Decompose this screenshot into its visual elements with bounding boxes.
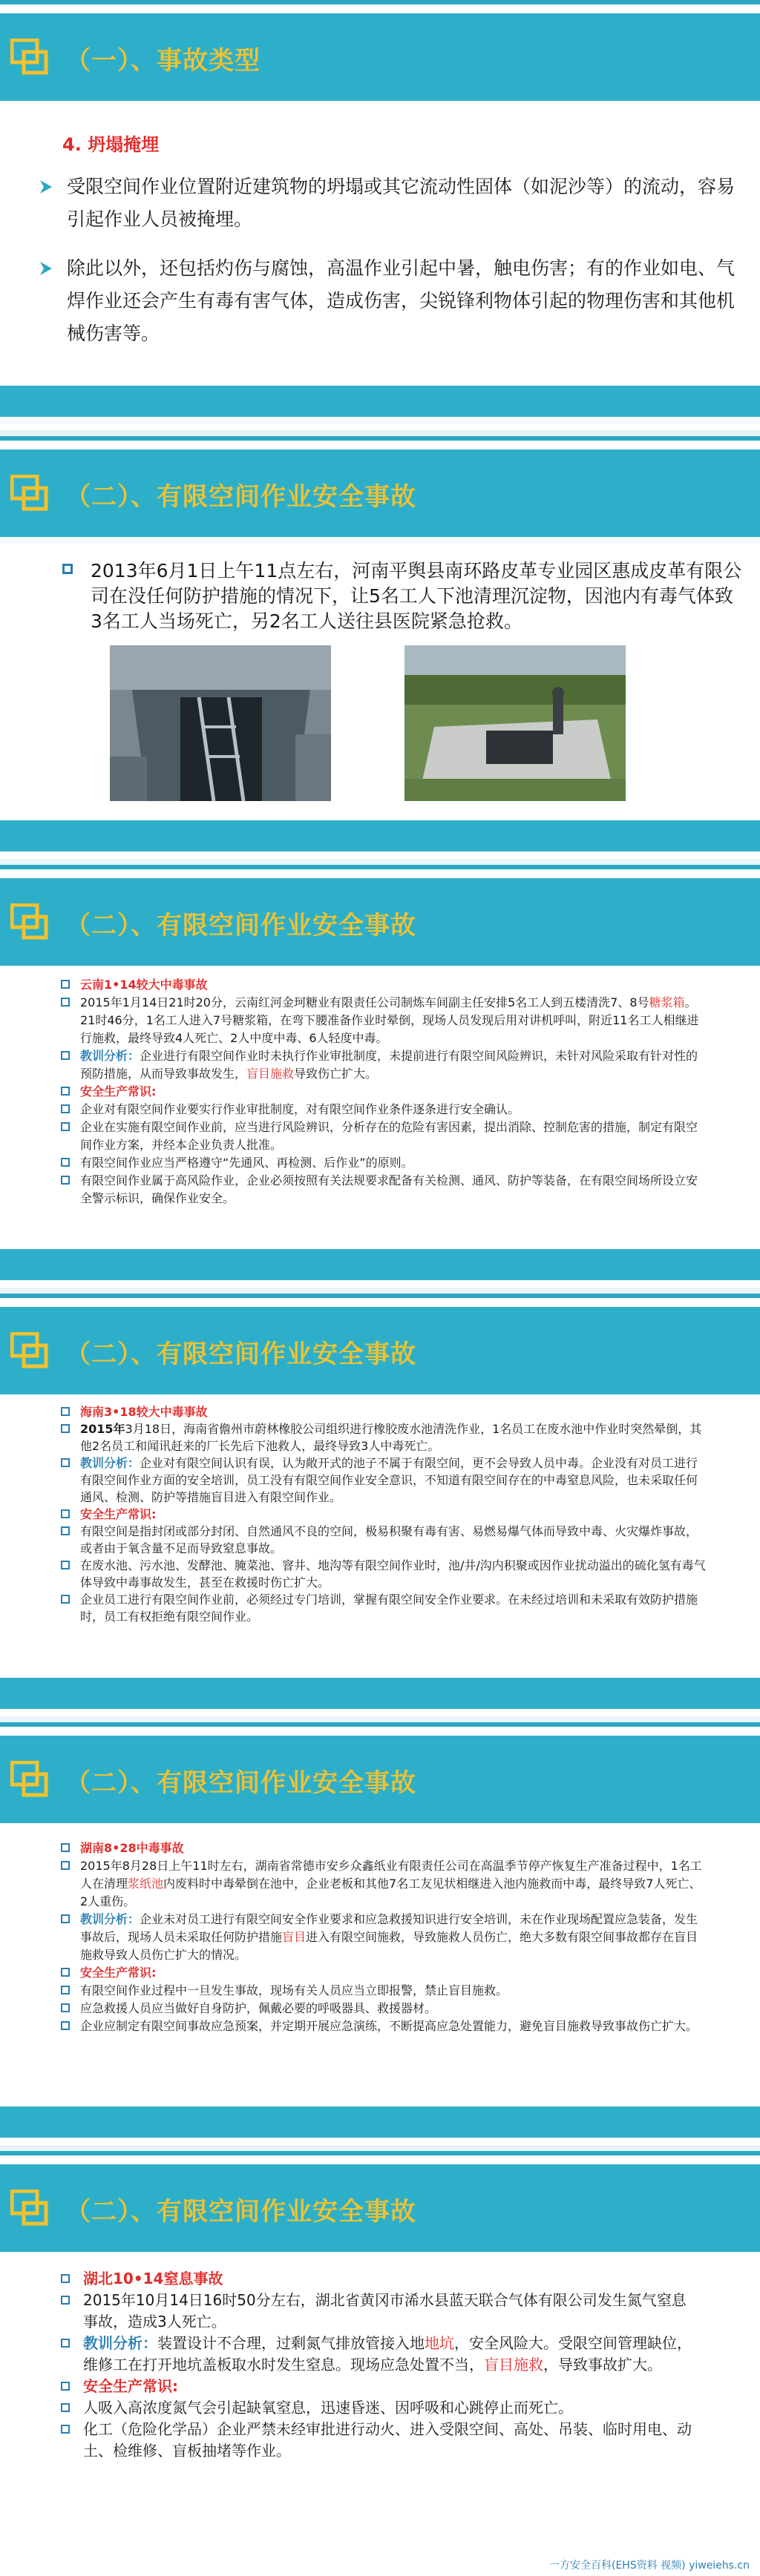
tip-item: 企业对有限空间作业要实行作业审批制度，对有限空间作业条件逐条进行安全确认。 <box>61 1101 707 1119</box>
lesson-label: 教训分析： <box>80 1456 140 1470</box>
square-bullet-icon <box>61 1122 70 1131</box>
case-title-row <box>61 976 707 994</box>
lesson-text: ，导致事故扩大。 <box>543 2356 662 2374</box>
lesson-analysis <box>61 1911 707 1964</box>
case-title: 云南1•14较大中毒事故 <box>80 978 208 992</box>
square-bullet-icon <box>61 1176 70 1185</box>
square-bullet-icon <box>61 1526 70 1535</box>
lesson-label: 教训分析： <box>80 1912 140 1926</box>
square-bullet-icon <box>61 1561 70 1569</box>
square-bullet-icon <box>61 1843 70 1852</box>
slide-header <box>0 1736 760 1823</box>
logo-icon <box>10 475 49 513</box>
footer-band <box>0 820 760 851</box>
case-title: 海南3•18较大中毒事故 <box>80 1405 208 1419</box>
slide-case-hunan <box>0 1722 760 2145</box>
case-title: 湖南8•28中毒事故 <box>80 1841 184 1855</box>
case-title: 湖北10•14窒息事故 <box>83 2270 223 2287</box>
slide-title: （二）、有限空间作业安全事故 <box>65 911 416 941</box>
top-accent-bar <box>0 1294 760 1298</box>
case-description <box>61 1420 707 1455</box>
tip-item: 企业应制定有限空间事故应急预案，并定期开展应急演练，不断提高应急处置能力，避免盲目施救导致事故伤亡扩大。 <box>61 2017 707 2035</box>
square-bullet-icon <box>61 1104 70 1113</box>
square-bullet-icon <box>61 2425 70 2434</box>
case-text: 2015年10月14日16时50分左右，湖北省黄冈市浠水县蓝天联合气体有限公司发生氮气窒息事故，造成3人死亡。 <box>83 2291 687 2330</box>
bullet-text: 2013年6月1日上午11点左右，河南平舆县南环路皮革专业园区惠成皮革有限公司在没任何防护措施的情况下，让5名工人下池清理沉淀物，因池内有毒气体致3名工人当场死亡，另2名工人送往县医院紧急抢救。 <box>91 560 742 632</box>
top-accent-bar <box>0 1722 760 1727</box>
footer-band <box>0 1678 760 1709</box>
logo-icon <box>10 39 49 77</box>
case-body <box>61 1403 707 1625</box>
tip-item: 企业员工进行有限空间作业前，必须经过专门培训，掌握有限空间安全作业要求。在未经过培训和未采取有效防护措施时，员工有权拒绝有限空间作业。 <box>61 1591 707 1625</box>
slide-divider <box>0 859 760 865</box>
top-accent-bar <box>0 0 760 4</box>
logo-icon <box>10 1761 49 1799</box>
common-label: 安全生产常识: <box>80 1084 157 1098</box>
top-accent-bar <box>0 436 760 441</box>
tip-item: 有限空间是指封闭或部分封闭、自然通风不良的空间，极易积聚有毒有害、易燃易爆气体而导致中毒、火灾爆炸事故，或者由于氧含量不足而导致窒息事故。 <box>61 1523 707 1557</box>
slide-accident-types <box>0 0 760 430</box>
bullet-item <box>37 252 750 350</box>
square-bullet-icon <box>61 2296 70 2305</box>
tip-item: 化工（危险化学品）企业严禁未经审批进行动火、进入受限空间、高处、吊装、临时用电、动土、检维修、盲板抽堵等作业。 <box>61 2419 699 2462</box>
footer-watermark: 一方安全百科(EHS资料 视频) yiweiehs.cn <box>548 2560 750 2572</box>
case-body <box>61 2268 699 2462</box>
footer-band <box>0 2106 760 2138</box>
common-knowledge-heading <box>61 2376 699 2397</box>
common-knowledge-heading <box>61 1506 707 1523</box>
arrow-bullet-icon <box>37 260 55 277</box>
case-text: 2015年8月28日上午11时左右，湖南省常德市安乡众鑫纸业有限责任公司在高温季节停产恢复生产准备过程中，1名工人在清理 <box>80 1859 702 1891</box>
case-body <box>61 976 707 1208</box>
case-date: 2015年 <box>80 1422 125 1436</box>
square-bullet-icon <box>61 1087 70 1096</box>
footer-band <box>0 1249 760 1280</box>
square-bullet-icon <box>61 1914 70 1923</box>
common-label: 安全生产常识: <box>80 1507 157 1521</box>
lesson-text: 进入有限空间施救，导致施救人员伤亡，绝大多数有限空间事故都存在盲目施救导致人员伤亡扩大的情况。 <box>80 1930 698 1962</box>
case-description <box>61 2290 699 2333</box>
tip-item: 有限空间作业属于高风险作业，企业必须按照有关法规要求配备有关检测、通风、防护等装备，在有限空间场所设立安全警示标识，确保作业安全。 <box>61 1172 707 1208</box>
slide-title: （一）、事故类型 <box>65 46 261 76</box>
accident-photo-pit <box>110 645 331 801</box>
square-bullet-icon <box>62 564 73 574</box>
slide-case-henan <box>0 436 760 859</box>
common-label: 安全生产常识: <box>83 2377 178 2395</box>
square-bullet-icon <box>61 1968 70 1977</box>
case-title-row <box>61 2268 699 2290</box>
case-text-highlight: 浆纸池 <box>128 1877 164 1891</box>
lesson-text: 企业进行有限空间作业时未执行作业审批制度，未提前进行有限空间风险辨识，未针对风险采取有针对性的预防措施，从而导致事故发生， <box>80 1049 698 1081</box>
top-accent-bar <box>0 865 760 869</box>
square-bullet-icon <box>61 2382 70 2391</box>
lesson-text: 企业未对员工进行有限空间安全作业要求和应急救援知识进行安全培训，未在作业现场配置应急装备，发生事故后，现场人员未采取任何防护措施 <box>80 1912 698 1944</box>
lesson-label: 教训分析： <box>80 1049 140 1063</box>
square-bullet-icon <box>61 998 70 1007</box>
square-bullet-icon <box>61 1986 70 1994</box>
common-knowledge-heading <box>61 1964 707 1982</box>
square-bullet-icon <box>61 2403 70 2412</box>
slide-divider <box>0 430 760 436</box>
slide-header <box>0 878 760 966</box>
tip-item: 有限空间作业应当严格遵守“先通风、再检测、后作业”的原则。 <box>61 1154 707 1172</box>
bullet-item <box>37 171 750 236</box>
square-bullet-icon <box>61 1424 70 1433</box>
logo-icon <box>10 2190 49 2228</box>
lesson-text: 装置设计不合理，过剩氮气排放管接入地 <box>157 2334 425 2352</box>
case-title-row <box>61 1839 707 1857</box>
lesson-text: ，安全风险大。受限空间管理缺位，维修工在打开地坑盖板取水时发生窒息。现场应急处置不当， <box>83 2334 692 2374</box>
square-bullet-icon <box>61 2021 70 2030</box>
bullet-text: 受限空间作业位置附近建筑物的坍塌或其它流动性固体（如泥沙等）的流动，容易引起作业人员被掩埋。 <box>67 176 736 230</box>
square-bullet-icon <box>61 1051 70 1060</box>
square-bullet-icon <box>61 1861 70 1870</box>
square-bullet-icon <box>61 2339 70 2348</box>
case-description <box>61 994 707 1047</box>
slide-case-hubei <box>0 2151 760 2576</box>
slide-divider <box>0 2145 760 2151</box>
slide-case-yunnan <box>0 865 760 1288</box>
case-text: 。21时46分，1名工人进入7号糖浆箱，在弯下腰准备作业时晕倒，现场人员发现后用对讲机呼叫，附近11名工人相继进行施救，最终导致4人死亡、2人中度中毒、6人轻度中毒。 <box>80 995 699 1045</box>
slide-header <box>0 2164 760 2252</box>
arrow-bullet-icon <box>37 178 55 196</box>
lesson-analysis <box>61 1047 707 1083</box>
lesson-text-highlight: 盲目施救 <box>246 1067 295 1081</box>
slide-title: （二）、有限空间作业安全事故 <box>65 1340 416 1369</box>
square-bullet-icon <box>61 980 70 989</box>
case-title-row <box>61 1403 707 1420</box>
case-body <box>61 1839 707 2035</box>
slide-case-hainan <box>0 1294 760 1716</box>
common-knowledge-heading <box>61 1083 707 1101</box>
lesson-text-highlight: 盲目施救 <box>484 2356 543 2374</box>
tip-item: 人吸入高浓度氮气会引起缺氧窒息，迅速昏迷、因呼吸和心跳停止而死亡。 <box>61 2397 699 2419</box>
tip-item: 应急救援人员应当做好自身防护，佩戴必要的呼吸器具、救援器材。 <box>61 2000 707 2017</box>
case-text: 2015年1月14日21时20分，云南红河金珂糖业有限责任公司制炼车间副主任安排5名工人到五楼清洗7、8号 <box>80 995 649 1009</box>
bullet-text: 除此以外，还包括灼伤与腐蚀，高温作业引起中暑，触电伤害；有的作业如电、气焊作业还会产生有毒有害气体，造成伤害，尖锐锋利物体引起的物理伤害和其他机械伤害等。 <box>67 257 736 344</box>
case-text: 3月18日，海南省儋州市蔚林橡胶公司组织进行橡胶废水池清洗作业，1名员工在废水池中作业时突然晕倒，其他2名员工和闻讯赶来的厂长先后下池救人，最终导致3人中毒死亡。 <box>80 1422 702 1453</box>
slide-header <box>0 13 760 101</box>
logo-icon <box>10 1332 49 1371</box>
lesson-text-highlight: 盲目 <box>282 1930 307 1944</box>
lesson-text: 导致伤亡扩大。 <box>294 1067 378 1081</box>
case-text: 内废料时中毒晕倒在池中，企业老板和其他7名工友见状相继进入池内施救而中毒，最终导致7人死亡、2人重伤。 <box>80 1877 701 1908</box>
square-bullet-icon <box>61 2274 70 2283</box>
lesson-text: 企业对有限空间认识有误，认为敞开式的池子不属于有限空间，更不会导致人员中毒。企业没有对员工进行有限空间作业方面的安全培训，员工没有有限空间作业安全意识，不知道有限空间存在的中毒窒息风险，也未采取任何通风、检测、防护等措施盲目进入有限空间作业。 <box>80 1456 698 1504</box>
lesson-label: 教训分析： <box>83 2334 157 2352</box>
square-bullet-icon <box>61 1509 70 1518</box>
bullet-item <box>61 559 744 634</box>
lesson-analysis <box>61 1455 707 1506</box>
accident-photo-site <box>404 645 626 801</box>
top-accent-bar <box>0 2151 760 2155</box>
tip-item: 在废水池、污水池、发酵池、腌菜池、窨井、地沟等有限空间作业时，池/井/沟内积聚或因作业扰动溢出的硫化氢有毒气体导致中毒事故发生，甚至在救援时伤亡扩大。 <box>61 1557 707 1591</box>
tip-item: 有限空间作业过程中一旦发生事故，现场有关人员应当立即报警，禁止盲目施救。 <box>61 1982 707 2000</box>
slide-title: （二）、有限空间作业安全事故 <box>65 482 416 512</box>
case-description <box>61 1857 707 1911</box>
slide-divider <box>0 1288 760 1294</box>
logo-icon <box>10 903 49 942</box>
lesson-analysis <box>61 2333 699 2376</box>
lesson-text-highlight: 地坑 <box>425 2334 454 2352</box>
slide-header <box>0 1307 760 1394</box>
square-bullet-icon <box>61 2003 70 2012</box>
common-label: 安全生产常识: <box>80 1966 157 1980</box>
slide-header <box>0 449 760 537</box>
slide-divider <box>0 1716 760 1722</box>
slide-title: （二）、有限空间作业安全事故 <box>65 1768 416 1798</box>
section-subtitle: 4. 坍塌掩埋 <box>62 134 160 155</box>
case-text-highlight: 糖浆箱 <box>649 995 685 1009</box>
square-bullet-icon <box>61 1407 70 1416</box>
tip-item: 企业在实施有限空间作业前，应当进行风险辨识，分析存在的危险有害因素，提出消除、控制危害的措施，制定有限空间作业方案，并经本企业负责人批准。 <box>61 1119 707 1154</box>
square-bullet-icon <box>61 1158 70 1167</box>
slide-title: （二）、有限空间作业安全事故 <box>65 2197 416 2227</box>
square-bullet-icon <box>61 1458 70 1467</box>
square-bullet-icon <box>61 1595 70 1604</box>
footer-band <box>0 386 760 417</box>
